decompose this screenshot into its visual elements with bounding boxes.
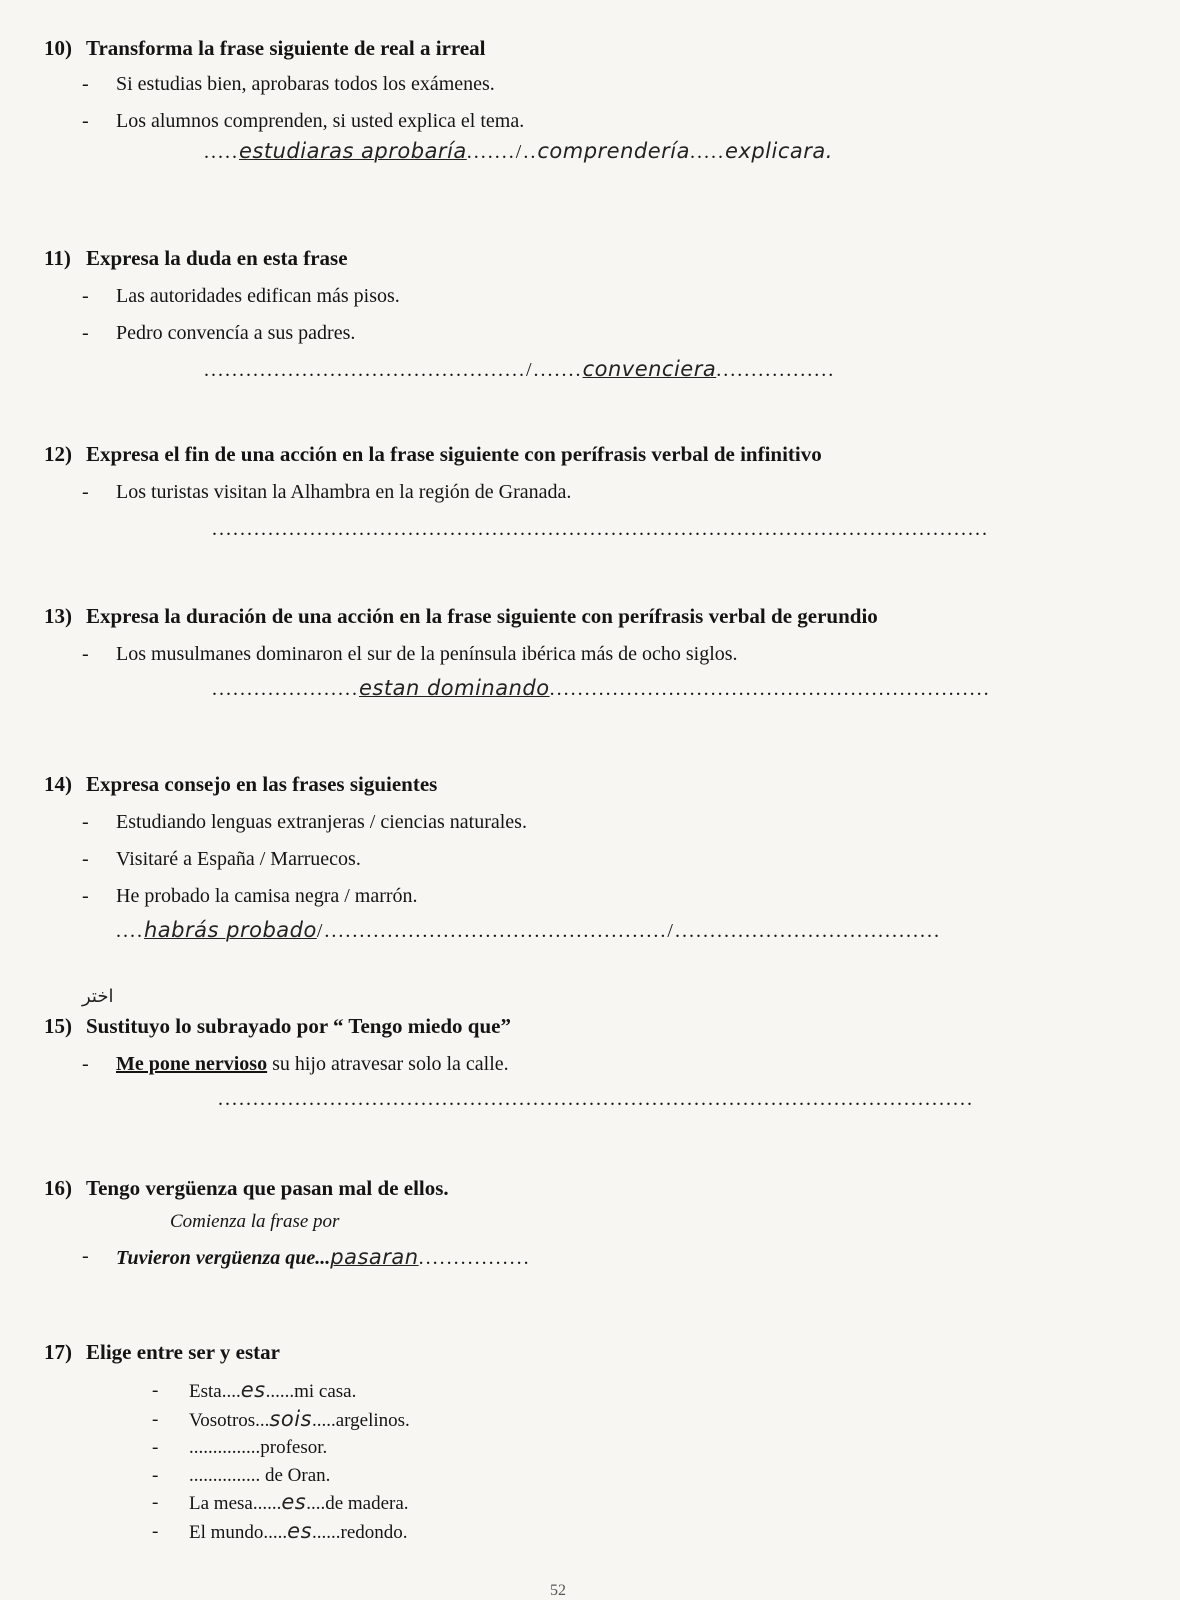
question-17 [44,1340,1150,1546]
answer-line: ............................................................................................................ [218,1088,974,1110]
list-item: - Esta....es......mi casa. [152,1378,357,1402]
sentence-item: - Visitaré a España / Marruecos. [82,848,361,870]
question-15 [44,1014,1150,1111]
question-number: 14) [44,772,72,796]
fill-in-list [44,1377,1150,1546]
sentence-item: - Estudiando lenguas extranjeras / ciencias naturales. [82,811,527,833]
question-title: Expresa consejo en las frases siguientes [86,772,438,796]
list-item: - Vosotros...sois.....argelinos. [152,1406,410,1431]
handwritten-answer: explicara. [724,139,833,163]
sentence-item: - Los musulmanes dominaron el sur de la península ibérica más de ocho siglos. [82,643,738,665]
question-10 [44,36,1150,164]
sentence-item: - Los alumnos comprenden, si usted explica el tema. [82,110,525,132]
question-number: 10) [44,36,72,60]
sentence-item: - Tuvieron vergüenza que...pasaran................ [82,1245,531,1269]
question-title: Tengo vergüenza que pasan mal de ellos. [86,1176,449,1200]
handwritten-answer: estan dominando [359,676,550,700]
handwritten-answer: convenciera [582,357,717,381]
sentence-item: - Los turistas visitan la Alhambra en la región de Granada. [82,481,572,503]
page-number: 52 [550,1582,566,1599]
handwritten-answer: habrás probado [144,918,317,942]
underlined-phrase: Me pone nervioso [116,1053,268,1075]
sentence-item: - Las autoridades edifican más pisos. [82,285,400,307]
question-number: 16) [44,1176,72,1200]
list-item: - ............... de Oran. [152,1464,331,1486]
list-item: - ...............profesor. [152,1437,328,1458]
handwritten-answer: pasaran [330,1245,419,1269]
handwritten-answer: es [287,1518,313,1543]
answer-line: .....estudiaras aprobaría......./..comprendería.....explicara. [204,139,833,163]
handwritten-answer: es [240,1378,266,1402]
question-number: 15) [44,1014,72,1038]
instruction: Comienza la frase por [170,1211,340,1232]
handwritten-answer: estudiaras aprobaría [239,139,467,163]
question-11 [44,246,1150,382]
question-title: Expresa la duda en esta frase [86,246,348,270]
question-title: Expresa el fin de una acción en la frase siguiente con perífrasis verbal de infinitivo [86,442,822,466]
sentence-item: - Pedro convencía a sus padres. [82,322,356,344]
question-number: 12) [44,442,72,466]
handwritten-answer: sois [269,1406,312,1431]
question-13 [44,604,1150,701]
answer-line: ............................................................................................................... [212,518,989,540]
list-item: - La mesa......es....de madera. [152,1490,409,1514]
question-title: Expresa la duración de una acción en la frase siguiente con perífrasis verbal de gerundio [86,604,878,628]
answer-line: ....habrás probado/................................................./...................................... [116,918,941,942]
question-12 [44,442,1150,541]
question-number: 17) [44,1340,72,1364]
question-title: Sustituyo lo subrayado por “ Tengo miedo que” [86,1014,511,1038]
handwritten-answer: comprendería [537,139,690,163]
answer-line: ............................................../.......convenciera................. [204,357,836,381]
question-16 [44,1176,1150,1270]
question-title: Transforma la frase siguiente de real a irreal [86,36,486,60]
sentence-item: - He probado la camisa negra / marrón. [82,885,418,907]
sentence-item: - Me pone nervioso su hijo atravesar solo la calle. [82,1053,509,1075]
handwritten-margin-note: اختر [82,986,114,1007]
question-14 [44,772,1150,943]
answer-line: .....................estan dominando............................................................... [212,676,991,700]
sentence-item: - Si estudias bien, aprobaras todos los exámenes. [82,73,495,95]
question-number: 13) [44,604,72,628]
question-number: 11) [44,246,71,270]
question-title: Elige entre ser y estar [86,1340,280,1364]
list-item: - El mundo.....es......redondo. [152,1518,408,1543]
handwritten-answer: es [281,1490,307,1514]
